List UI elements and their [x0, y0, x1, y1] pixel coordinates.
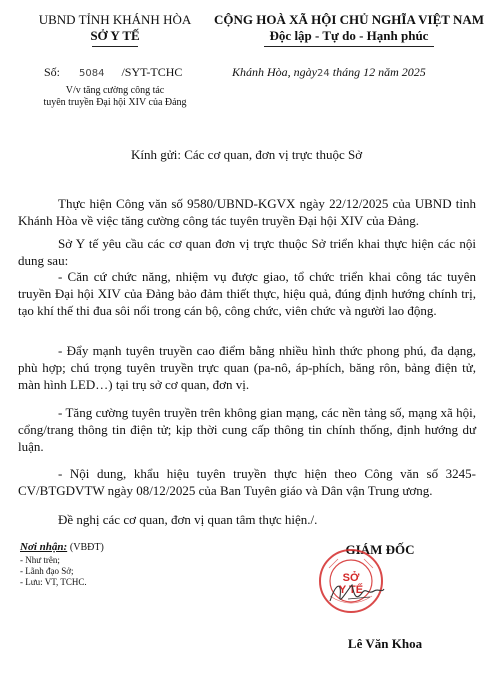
signer-name: Lê Văn Khoa — [347, 636, 423, 651]
handwritten-signature — [326, 575, 386, 609]
recipients-label: Nơi nhận: — [20, 541, 68, 553]
motto-underline — [264, 46, 434, 47]
signature-title: GIÁM ĐỐC — [345, 542, 415, 557]
subject-line-2: tuyên truyền Đại hội XIV của Đảng — [43, 97, 187, 108]
paragraph-2: Sở Y tế yêu cầu các cơ quan đơn vị trực thuộc Sở triển khai thực hiện các nội dung sau: — [18, 236, 476, 268]
svg-text:Y TẾ: Y TẾ — [338, 584, 364, 596]
doc-number-line — [44, 65, 182, 80]
agency-top: UBND TỈNH KHÁNH HÒA — [38, 12, 192, 27]
recipients-heading — [20, 541, 104, 553]
agency-name: SỞ Y TẾ — [90, 28, 140, 43]
paragraph-6: - Nội dung, khẩu hiệu tuyên truyền thực hiện theo Công văn số 3245-CV/BTGDVTW ngày 08/12/2025 của Ban Tuyên giáo và Dân vận Trung ương. — [18, 466, 476, 498]
recipient-item: - Như trên; — [20, 555, 60, 565]
date-prefix: Khánh Hòa, ngày — [232, 65, 317, 79]
doc-number-value: 5084 — [79, 68, 105, 79]
doc-number-suffix: /SYT-TCHC — [121, 65, 183, 79]
paragraph-3: - Căn cứ chức năng, nhiệm vụ được giao, tổ chức triển khai công tác tuyên truyền Đại hội XIV của Đảng bảo đảm thiết thực, hiệu quả, đúng định hướng chính trị, tạo khí thế thi đua sôi nổi trong cán bộ, công chức, viên chức và người lao động. — [18, 269, 476, 318]
agency-underline — [92, 46, 138, 47]
paragraph-1: Thực hiện Công văn số 9580/UBND-KGVX ngày 22/12/2025 của UBND tỉnh Khánh Hòa về việc tăng cường công tác tuyên truyền Đại hội XIV của Đảng. — [18, 196, 476, 228]
national-title: CỘNG HOÀ XÃ HỘI CHỦ NGHĨA VIỆT NAM — [213, 12, 485, 27]
svg-text:SỞ: SỞ — [342, 572, 360, 584]
recipient-item: - Lưu: VT, TCHC. — [20, 577, 87, 587]
addressee: Kính gửi: Các cơ quan, đơn vị trực thuộc Sở — [130, 147, 363, 162]
paragraph-4: - Đẩy mạnh tuyên truyền cao điểm bằng nhiều hình thức phong phú, đa dạng, phù hợp; chú trọng tuyên truyền trực quan (pa-nô, áp-phích, băng rôn, bảng điện tử, màn hình LED…) tại trụ sở cơ quan, đơn vị. — [18, 343, 476, 392]
date-line — [232, 65, 426, 80]
paragraph-5: - Tăng cường tuyên truyền trên không gian mạng, các nền tảng số, mạng xã hội, cổng/trang thông tin điện tử; kịp thời cung cấp thông tin chính thống, định hướng dư luận. — [18, 405, 476, 454]
doc-number-label: Số: — [44, 65, 61, 79]
subject-line-1: V/v tăng cường công tác — [65, 85, 165, 96]
recipient-item: - Lãnh đạo Sở; — [20, 566, 74, 576]
subject — [20, 85, 210, 109]
recipients-note: (VBĐT) — [69, 542, 104, 553]
date-day: 24 — [317, 68, 330, 79]
date-suffix: tháng 12 năm 2025 — [332, 65, 426, 79]
paragraph-7: Đề nghị các cơ quan, đơn vị quan tâm thực hiện./. — [58, 512, 318, 527]
national-motto: Độc lập - Tự do - Hạnh phúc — [269, 28, 429, 43]
